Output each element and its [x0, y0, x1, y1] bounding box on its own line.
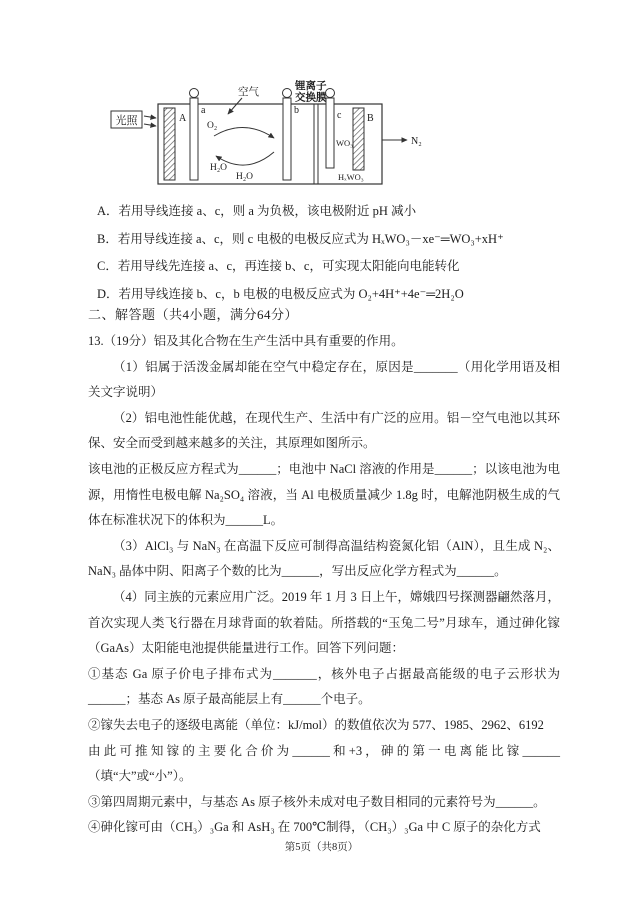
option-D: D．若用导线连接 b、c，b 电极的电极反应式为 O₂+4H⁺+4e⁻═2H₂O	[97, 286, 464, 301]
cycle-arrow-top-icon	[214, 127, 274, 138]
question-13-part-2: （2）铝电池性能优越，在现代生产、生活中有广泛的应用。铝－空气电池以其环保、安全而受到越来越多的关注，其原理如图所示。	[88, 410, 560, 451]
n2-label: N₂	[411, 136, 422, 147]
h2o-left-label: H₂O	[210, 163, 228, 173]
question-13-sub-4: ④砷化镓可由（CH₃）₃Ga 和 AsH₃ 在 700℃制得，（CH₃）₃Ga 中 C 原子的杂化方式	[88, 820, 541, 835]
question-13-sub-2-line1: ②镓失去电子的逐级电离能（单位：kJ/mol）的数值依次为 577、1985、2962、6192	[88, 717, 544, 732]
option-A: A．若用导线连接 a、c，则 a 为负极，该电极附近 pH 减小	[97, 204, 417, 218]
terminal-icon	[190, 89, 199, 98]
question-13-sub-1: ①基态 Ga 原子价电子排布式为_______，核外电子占据最高能级的电子云形状为______；基态 As 原子最高能层上有______个电子。	[88, 666, 560, 707]
question-13-part-2-detail: 该电池的正极反应方程式为______；电池中 NaCl 溶液的作用是______；以该电池为电源，用惰性电极电解 Na₂SO₄ 溶液，当 Al 电极质量减少 1.8g 时，电解池阴极生成的气体在标准状况下的体积为______L。	[88, 461, 560, 528]
question-13-part-4: （4）同主族的元素应用广泛。2019 年 1 月 3 日上午，嫦娥四号探测器翩然落月，首次实现人类飞行器在月球背面的软着陆。所搭载的“玉兔二号”月球车，通过砷化镓（GaAs）太阳能电池提供能量进行工作。回答下列问题：	[88, 589, 560, 656]
question-13-intro: 13.（19分）铝及其化合物在生产生活中具有重要的作用。	[88, 334, 404, 348]
option-C: C．若用导线先连接 a、c，再连接 b、c，可实现太阳能向电能转化	[97, 259, 460, 273]
question-13	[88, 329, 560, 841]
membrane-label	[294, 80, 327, 104]
light-ray-icon	[144, 124, 156, 126]
air-label: 空气	[238, 87, 259, 98]
electrode-c	[326, 89, 343, 169]
reaction-cycle-arrows	[214, 127, 274, 165]
ion-exchange-membrane	[314, 104, 318, 184]
hxwo3-label: HₓWO₃	[338, 172, 364, 182]
question-13-sub-3: ③第四周期元素中，与基态 As 原子核外未成对电子数目相同的元素符号为______。	[88, 794, 546, 809]
light-label-text: 光照	[115, 115, 138, 127]
light-source-label	[111, 111, 156, 128]
air-inlet	[228, 85, 259, 114]
page-footer: 第5页（共8页）	[284, 842, 359, 853]
section-header: 二、解答题（共4小题，满分64分）	[88, 307, 299, 322]
electrode-A-label: A	[179, 113, 187, 124]
electrode-B	[353, 108, 374, 170]
electrode-c-label: c	[337, 110, 342, 121]
n2-outlet	[382, 136, 422, 147]
electrode-a-label: a	[201, 105, 206, 116]
terminal-icon	[283, 89, 292, 98]
electrode-b-label: b	[294, 105, 299, 116]
electrode-B-label: B	[367, 113, 374, 124]
membrane-label-line1: 锂离子	[295, 81, 327, 92]
electrode-A	[164, 108, 187, 180]
question-13-part-1: （1）铝属于活泼金属却能在空气中稳定存在，原因是_______（用化学用语及相关文字说明）	[88, 359, 560, 400]
h2o-right-label: H₂O	[236, 172, 254, 182]
air-arrow-icon	[228, 98, 242, 114]
o2-label: O₂	[207, 121, 218, 131]
electrochemical-cell-diagram	[110, 80, 445, 202]
question-13-part-3: （3）AlCl₃ 与 NaN₃ 在高温下反应可制得高温结构瓷氮化铝（AlN），且生成 N₂、NaN₃ 晶体中阴、阳离子个数的比为______，写出反应化学方程式为______。	[88, 538, 560, 579]
question-13-sub-2-line2: 由此可推知镓的主要化合价为______和+3，砷的第一电离能比镓______（填“大”或“小”）。	[88, 743, 560, 784]
choice-options	[97, 198, 577, 308]
option-B: B．若用导线连接 a、c，则 c 电极的电极反应式为 HₓWO₃－xe⁻═WO₃+xH⁺	[97, 231, 504, 246]
membrane-label-line2: 交换膜	[295, 92, 327, 104]
wo3-label: WO₃	[336, 138, 354, 148]
light-ray-icon	[144, 116, 156, 118]
electrode-a	[190, 89, 207, 181]
terminal-icon	[326, 89, 335, 98]
